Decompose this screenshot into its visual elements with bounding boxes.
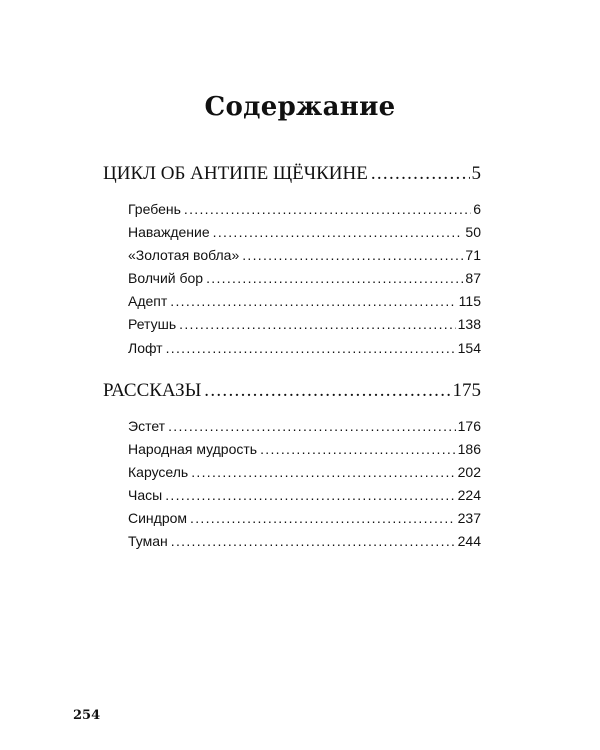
toc-entry-page: 224 bbox=[457, 487, 481, 503]
toc-entry-page: 138 bbox=[457, 316, 481, 332]
toc-entry bbox=[128, 247, 481, 263]
leader-dots bbox=[213, 224, 464, 240]
toc-section-title: ЦИКЛ ОБ АНТИПЕ ЩЁЧКИНЕ bbox=[103, 163, 368, 184]
toc-entry-title: Часы bbox=[128, 487, 163, 503]
toc-entry bbox=[128, 224, 481, 240]
toc-entry-title: Туман bbox=[128, 533, 168, 549]
toc-entry bbox=[128, 270, 481, 286]
page-title: Содержание bbox=[204, 92, 396, 122]
toc-entry-title: Синдром bbox=[128, 510, 188, 526]
toc-entry bbox=[128, 441, 481, 457]
toc-section-page: 5 bbox=[471, 163, 481, 184]
toc-entry-page: 244 bbox=[457, 533, 481, 549]
toc-entry bbox=[128, 487, 481, 503]
toc-entry bbox=[128, 510, 481, 526]
toc-entry-title: Карусель bbox=[128, 464, 189, 480]
toc-entry bbox=[128, 464, 481, 480]
leader-dots bbox=[190, 510, 456, 526]
leader-dots bbox=[191, 464, 455, 480]
toc-entry-page: 237 bbox=[457, 510, 481, 526]
toc-entry-page: 50 bbox=[465, 224, 481, 240]
page-number: 254 bbox=[73, 708, 101, 723]
toc-entry bbox=[128, 316, 481, 332]
toc-entry-title: Волчий бор bbox=[128, 270, 204, 286]
leader-dots bbox=[204, 380, 450, 402]
toc-entry-title: Ретушь bbox=[128, 316, 177, 332]
toc-entry-page: 202 bbox=[457, 464, 481, 480]
toc-entry-page: 71 bbox=[465, 247, 481, 263]
leader-dots bbox=[242, 247, 463, 263]
toc-section-1 bbox=[103, 163, 481, 185]
leader-dots bbox=[166, 340, 456, 356]
leader-dots bbox=[170, 293, 456, 309]
toc-entry-page: 186 bbox=[457, 441, 481, 457]
toc-entry-page: 176 bbox=[457, 418, 481, 434]
leader-dots bbox=[179, 316, 456, 332]
toc-entry-title: Гребень bbox=[128, 201, 181, 217]
toc-entry bbox=[128, 418, 481, 434]
leader-dots bbox=[168, 418, 456, 434]
toc-entry-page: 6 bbox=[473, 201, 481, 217]
toc-entry bbox=[128, 293, 481, 309]
toc-section-title: РАССКАЗЫ bbox=[103, 380, 202, 401]
toc-entry-page: 154 bbox=[457, 340, 481, 356]
toc-entry-title: «Золотая вобла» bbox=[128, 247, 240, 263]
toc-entry-title: Наваждение bbox=[128, 224, 210, 240]
leader-dots bbox=[371, 163, 470, 185]
toc-entry bbox=[128, 201, 481, 217]
toc-entry-page: 115 bbox=[458, 293, 481, 309]
toc-entry-title: Лофт bbox=[128, 340, 163, 356]
toc-entry bbox=[128, 533, 481, 549]
leader-dots bbox=[260, 441, 456, 457]
toc-entry-title: Эстет bbox=[128, 418, 166, 434]
toc-section-2 bbox=[103, 380, 481, 402]
toc-entry bbox=[128, 340, 481, 356]
toc-entry-page: 87 bbox=[465, 270, 481, 286]
leader-dots bbox=[206, 270, 463, 286]
leader-dots bbox=[184, 201, 471, 217]
toc-entry-title: Народная мудрость bbox=[128, 441, 258, 457]
toc-entry-title: Адепт bbox=[128, 293, 168, 309]
leader-dots bbox=[165, 487, 455, 503]
leader-dots bbox=[171, 533, 456, 549]
toc-section-page: 175 bbox=[452, 380, 481, 401]
